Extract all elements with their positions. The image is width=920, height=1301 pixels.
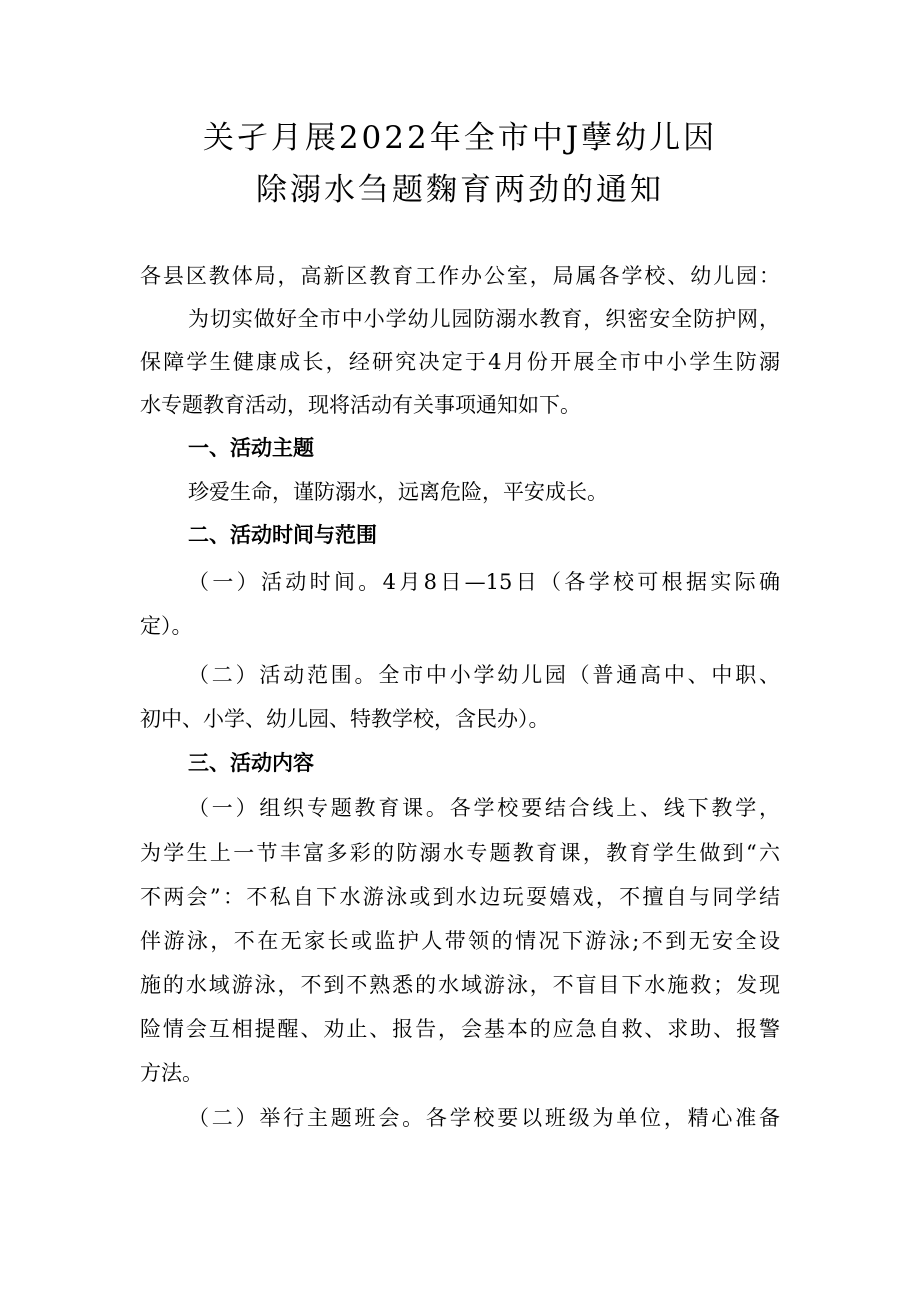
section-3-item-1-line-7: 方法。 (140, 1061, 203, 1085)
section-3-item-1-line-6: 险情会互相提醒、劝止、报告，会基本的应急自救、求助、报警 (140, 1017, 780, 1041)
intro-line-2: 保障学生健康成长，经研究决定于4月份开展全市中小学生防溺 (140, 350, 780, 374)
document-title-line-1: 关孑月展2022年全市中J孽幼儿因 (202, 120, 718, 156)
section-2-item-2-line-1: （二）活动范围。全市中小学幼儿园（普通高中、中职、 (188, 663, 780, 687)
section-3-item-1-line-2: 为学生上一节丰富多彩的防溺水专题教育课，教育学生做到“六 (140, 841, 780, 865)
document-title-line-2: 除溺水刍题麴育两劲的通知 (256, 172, 664, 208)
section-1-body: 珍爱生命，谨防溺水，远离危险，平安成长。 (188, 480, 608, 504)
section-3-item-1-line-4: 伴游泳，不在无家长或监护人带领的情况下游泳;不到无安全设 (140, 929, 780, 953)
intro-line-1: 为切实做好全市中小学幼儿园防溺水教育，织密安全防护网， (188, 307, 780, 331)
section-3-heading: 三、活动内容 (188, 751, 314, 775)
section-3-item-1-line-1: （一）组织专题教育课。各学校要结合线上、线下教学， (188, 796, 780, 820)
section-1-heading: 一、活动主题 (188, 436, 314, 460)
section-3-item-2-line-1: （二）举行主题班会。各学校要以班级为单位，精心准备 (188, 1106, 780, 1130)
section-3-item-1-line-5: 施的水域游泳，不到不熟悉的水域游泳，不盲目下水施救；发现 (140, 973, 780, 997)
section-3-item-1-line-3: 不两会”：不私自下水游泳或到水边玩耍嬉戏，不擅自与同学结 (140, 885, 780, 909)
section-2-item-1-line-2: 定）。 (140, 614, 193, 638)
section-2-item-2-line-2: 初中、小学、幼儿园、特教学校，含民办）。 (140, 707, 550, 731)
section-2-heading: 二、活动时间与范围 (188, 523, 377, 547)
section-2-item-1-line-1: （一）活动时间。4月8日—15日（各学校可根据实际确 (188, 570, 780, 594)
intro-line-3: 水专题教育活动，现将活动有关事项通知如下。 (140, 393, 581, 417)
salutation: 各县区教体局，高新区教育工作办公室，局属各学校、幼儿园： (140, 264, 780, 288)
